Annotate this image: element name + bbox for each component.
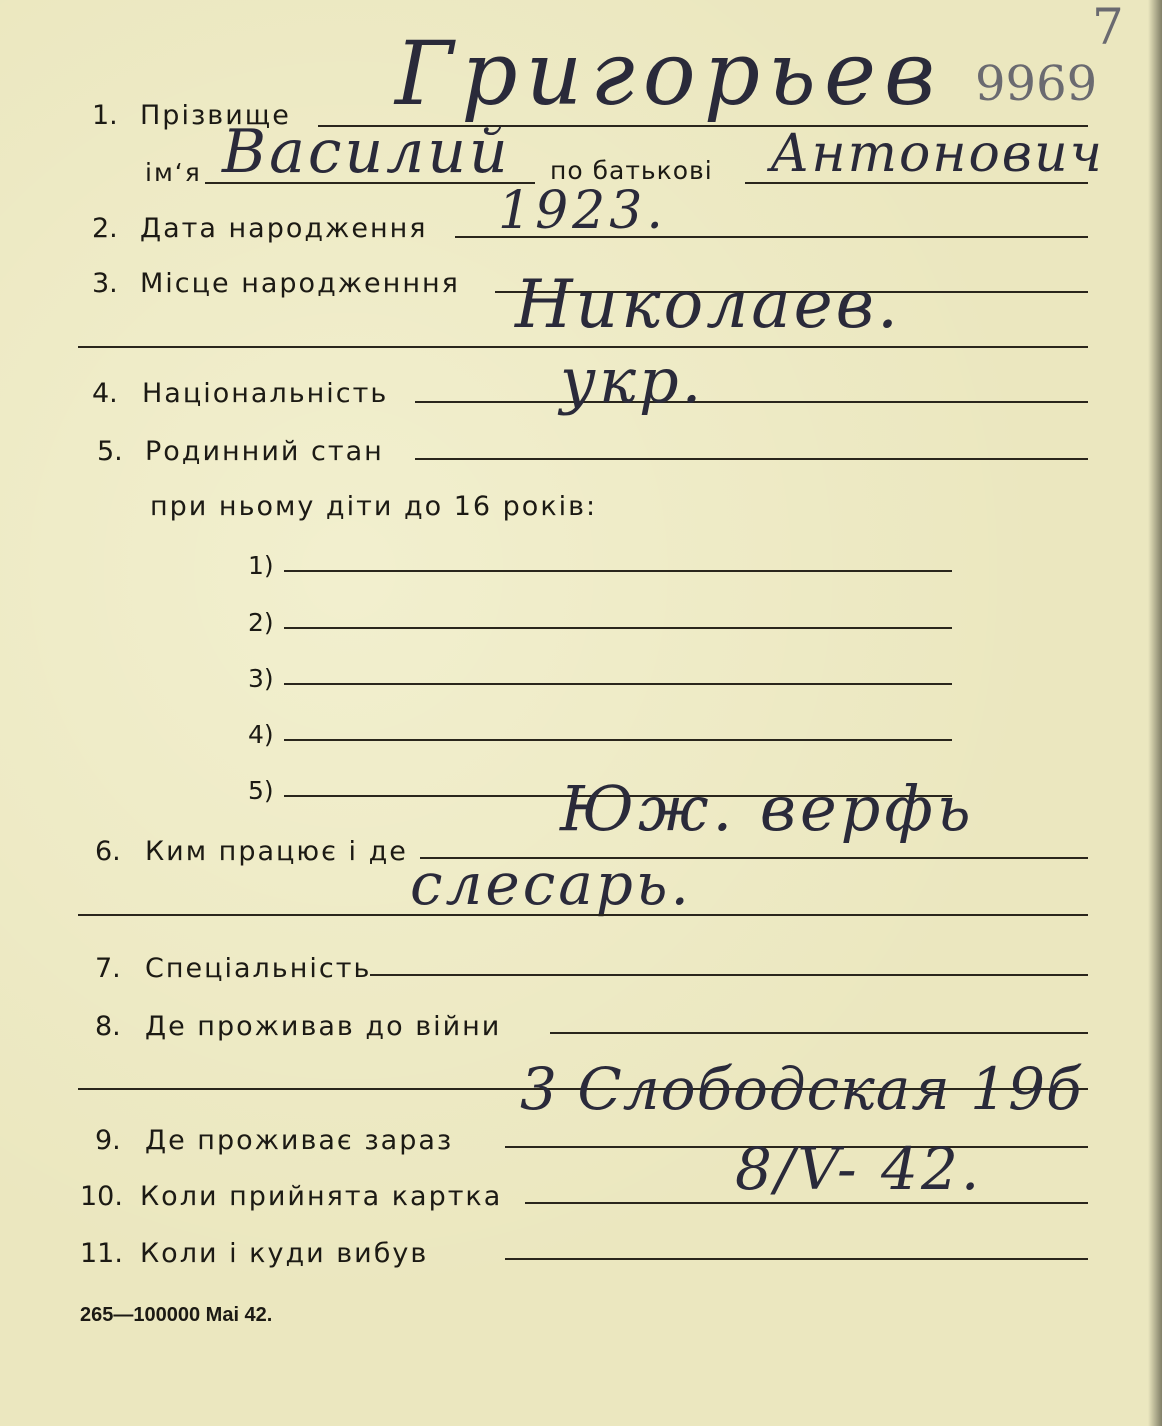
handwritten-work-role: слесарь. (410, 850, 692, 918)
field-1-label: Прізвище (140, 100, 291, 131)
field-6-number: 6. (95, 836, 121, 867)
field-1c-label: по батькові (550, 156, 713, 185)
child-2-line (284, 627, 952, 629)
field-11-label: Коли і куди вибув (140, 1238, 429, 1269)
field-8-line (550, 1032, 1088, 1034)
child-1-number: 1) (248, 551, 274, 580)
field-7-line (370, 974, 1088, 976)
child-4-line (284, 739, 952, 741)
child-2-number: 2) (248, 608, 274, 637)
field-8-number: 8. (95, 1011, 121, 1042)
handwritten-birth-place: Николаев. (515, 266, 902, 343)
handwritten-patronymic: Антонович (770, 124, 1104, 184)
field-3-label: Місце народженння (140, 268, 460, 299)
child-5-number: 5) (248, 776, 274, 805)
child-3-number: 3) (248, 664, 274, 693)
field-9-number: 9. (95, 1125, 121, 1156)
handwritten-nationality: укр. (560, 344, 705, 417)
field-6-line-2 (78, 914, 1088, 916)
child-3-line (284, 683, 952, 685)
field-4-line (415, 401, 1088, 403)
field-5-number: 5. (97, 436, 123, 467)
field-4-number: 4. (92, 378, 118, 409)
handwritten-surname: Григорьев (395, 22, 944, 125)
handwritten-address: 3 Слободская 19б (520, 1055, 1083, 1123)
handwritten-card-date: 8/V- 42. (735, 1135, 983, 1203)
field-4-label: Національність (142, 378, 389, 409)
field-2-number: 2. (92, 213, 118, 244)
field-1b-label: ім‘я (145, 158, 202, 187)
field-7-number: 7. (95, 953, 121, 984)
field-11-number: 11. (80, 1238, 123, 1269)
pencil-corner-mark: 7 (1092, 0, 1124, 56)
field-5-line (415, 458, 1088, 460)
field-10-label: Коли прийнята картка (140, 1181, 503, 1212)
field-9-label: Де проживає зараз (145, 1125, 454, 1156)
field-10-number: 10. (80, 1181, 123, 1212)
field-5-label: Родинний стан (145, 436, 384, 467)
handwritten-work-place: Юж. верфь (560, 772, 975, 845)
field-2-label: Дата народження (140, 213, 428, 244)
child-1-line (284, 570, 952, 572)
card-edge-shadow (1148, 0, 1162, 1426)
field-1-number: 1. (92, 100, 118, 131)
field-11-line (505, 1258, 1088, 1260)
handwritten-birth-date: 1923. (498, 181, 667, 241)
field-6-label: Ким працює і де (145, 836, 408, 867)
field-7-label: Спеціальність (145, 953, 372, 984)
handwritten-name: Василий (222, 117, 511, 187)
child-4-number: 4) (248, 720, 274, 749)
field-5b-label: при ньому діти до 16 років: (150, 491, 598, 522)
print-code: 265—100000 Mai 42. (80, 1304, 273, 1326)
pencil-number: 9969 (975, 56, 1098, 112)
field-3-number: 3. (92, 268, 118, 299)
field-8-label: Де проживав до війни (145, 1011, 502, 1042)
